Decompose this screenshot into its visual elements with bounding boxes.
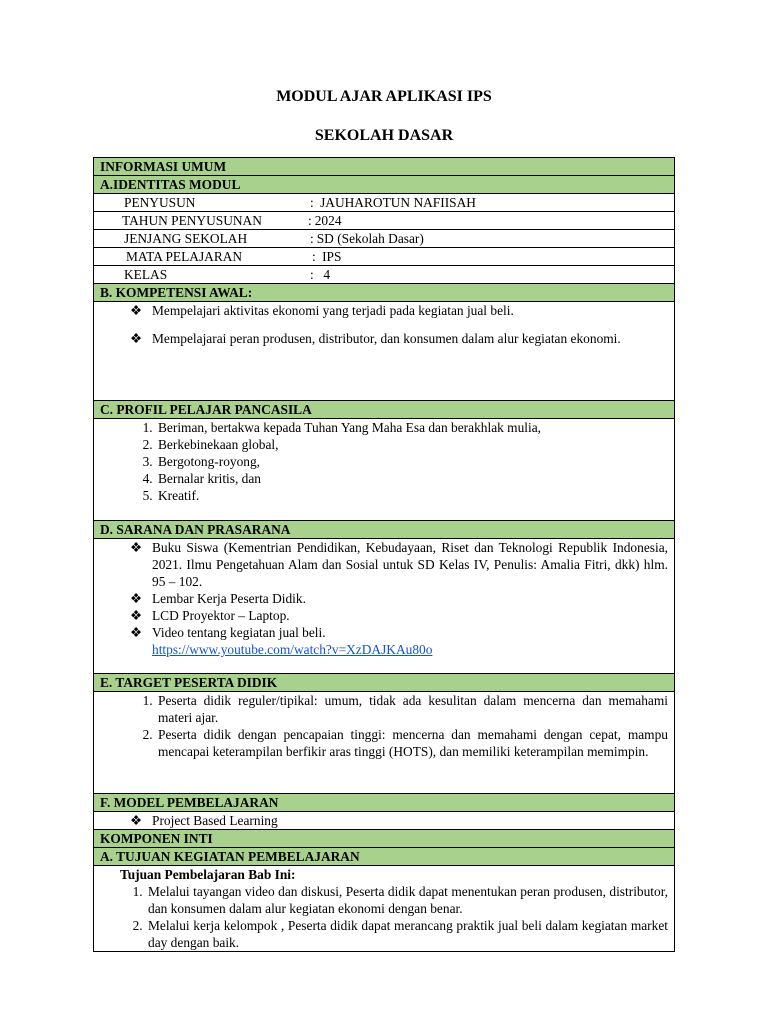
list-item: 2. Peserta didik dengan pencapaian tinggi: mencerna dan memahami dengan cepat, mampu mencapai keterampilan berfikir aras tinggi (HOTS), dan memiliki keterampilan memimpin. xyxy=(156,726,668,760)
list-item: 2. Melalui kerja kelompok , Peserta didik dapat merancang praktik jual beli dalam kegiatan market day dengan baik. xyxy=(146,917,668,951)
identity-label: KELAS xyxy=(124,267,168,282)
kompetensi-list xyxy=(100,302,668,351)
list-item: 1. Melalui tayangan video dan diskusi, Peserta didik dapat menentukan peran produsen, distributor, dan konsumen dalam alur kegiatan ekonomi dengan benar. xyxy=(146,883,668,917)
list-item: 1. Peserta didik reguler/tipikal: umum, tidak ada kesulitan dalam mencerna dan memahami materi ajar. xyxy=(156,692,668,726)
diamond-bullet-icon: ❖ xyxy=(130,591,143,606)
list-item: ❖ Lembar Kerja Peserta Didik. xyxy=(130,591,306,606)
sarana-content xyxy=(94,539,675,674)
identity-label: PENYUSUN xyxy=(124,195,196,210)
section-komponen-inti: KOMPONEN INTI xyxy=(94,830,675,848)
section-informasi-umum: INFORMASI UMUM xyxy=(94,158,675,176)
document-title: MODUL AJAR APLIKASI IPS xyxy=(276,88,492,105)
diamond-bullet-icon: ❖ xyxy=(130,303,143,318)
model-list xyxy=(100,812,668,829)
identity-row xyxy=(94,248,675,266)
tujuan-content xyxy=(94,866,675,952)
section-profil-pelajar-pancasila: C. PROFIL PELAJAR PANCASILA xyxy=(94,401,675,419)
diamond-bullet-icon: ❖ xyxy=(130,608,143,623)
identity-value: 4 xyxy=(316,267,331,282)
section-target-peserta-didik: E. TARGET PESERTA DIDIK xyxy=(94,674,675,692)
identity-label: MATA PELAJARAN xyxy=(126,249,243,264)
identity-separator: : xyxy=(310,267,314,282)
identity-value: IPS xyxy=(318,249,342,264)
profil-content xyxy=(94,419,675,521)
diamond-bullet-icon: ❖ xyxy=(130,813,143,828)
section-sarana-prasarana: D. SARANA DAN PRASARANA xyxy=(94,521,675,539)
profil-list xyxy=(100,419,668,504)
video-link[interactable]: https://www.youtube.com/watch?v=XzDAJKAu80o xyxy=(152,642,433,657)
identity-label: TAHUN PENYUSUNAN xyxy=(122,213,262,228)
diamond-bullet-icon: ❖ xyxy=(130,331,143,346)
identity-row xyxy=(94,194,675,212)
identity-separator: : xyxy=(310,231,314,246)
identity-separator: : xyxy=(312,249,316,264)
list-item: ❖ LCD Proyektor – Laptop. xyxy=(130,608,290,623)
section-tujuan-kegiatan: A. TUJUAN KEGIATAN PEMBELAJARAN xyxy=(94,848,675,866)
list-item: 4. Bernalar kritis, dan xyxy=(156,470,668,487)
tujuan-subheading: Tujuan Pembelajaran Bab Ini: xyxy=(120,867,296,882)
identity-label: JENJANG SEKOLAH xyxy=(124,231,248,246)
list-item: ❖ Buku Siswa (Kementrian Pendidikan, Kebudayaan, Riset dan Teknologi Republik Indonesia, 2021. Ilmu Pengetahuan Alam dan Sosial untuk SD Kelas IV, Penulis: Amalia Fitri, dkk) hlm. 95 – 102. xyxy=(130,540,668,589)
list-item: 2. Berkebinekaan global, xyxy=(156,436,668,453)
identity-value: JAUHAROTUN NAFIISAH xyxy=(316,195,476,210)
target-content xyxy=(94,692,675,794)
diamond-bullet-icon: ❖ xyxy=(130,540,143,555)
list-item: ❖ Video tentang kegiatan jual beli. https://www.youtube.com/watch?v=XzDAJKAu80o xyxy=(130,625,433,657)
section-kompetensi-awal: B. KOMPETENSI AWAL: xyxy=(94,284,675,302)
identity-value: 2024 xyxy=(314,213,342,228)
module-table xyxy=(93,157,675,952)
list-item: 3. Bergotong-royong, xyxy=(156,453,668,470)
list-item: 5. Kreatif. xyxy=(156,487,668,504)
model-content xyxy=(94,812,675,830)
identity-row xyxy=(94,230,675,248)
list-item: ❖ Project Based Learning xyxy=(130,813,278,828)
target-list xyxy=(100,692,668,760)
kompetensi-content xyxy=(94,302,675,401)
identity-row xyxy=(94,266,675,284)
diamond-bullet-icon: ❖ xyxy=(130,625,143,640)
list-item: ❖ Mempelajari aktivitas ekonomi yang terjadi pada kegiatan jual beli. xyxy=(130,303,514,318)
sarana-list xyxy=(100,539,668,658)
section-identitas-modul: A.IDENTITAS MODUL xyxy=(94,176,675,194)
tujuan-list xyxy=(100,883,668,951)
identity-separator: : xyxy=(308,213,312,228)
identity-value: SD (Sekolah Dasar) xyxy=(316,231,424,246)
list-item: ❖ Mempelajarai peran produsen, distributor, dan konsumen dalam alur kegiatan ekonomi. xyxy=(130,326,668,351)
document-subtitle: SEKOLAH DASAR xyxy=(314,127,454,144)
identity-separator: : xyxy=(310,195,314,210)
list-item: 1. Beriman, bertakwa kepada Tuhan Yang Maha Esa dan berakhlak mulia, xyxy=(156,419,668,436)
section-model-pembelajaran: F. MODEL PEMBELAJARAN xyxy=(94,794,675,812)
identity-row xyxy=(94,212,675,230)
